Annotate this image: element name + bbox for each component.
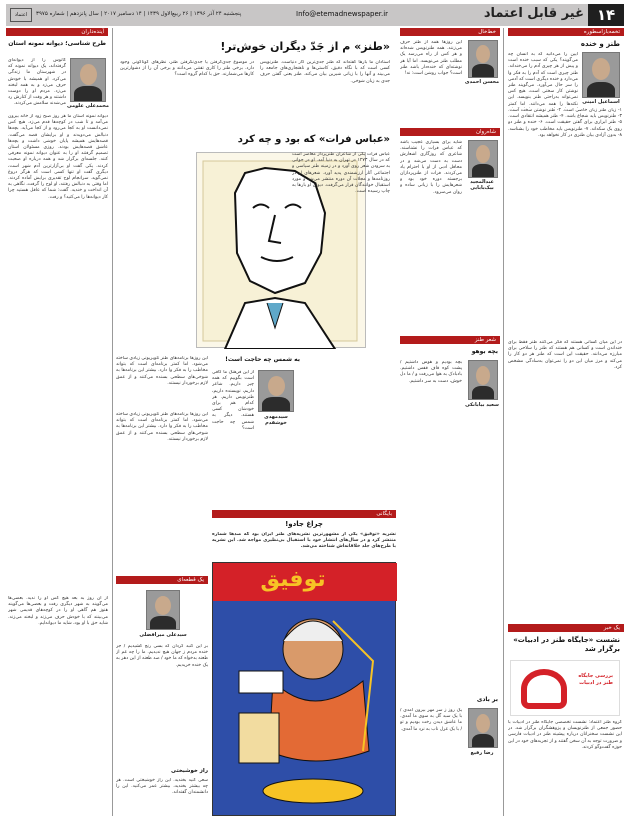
headline: «طنز» م از جَدّ دیگران خوش‌تر!	[220, 40, 390, 53]
event-logo	[510, 660, 620, 716]
author-name: سیدمهدی خوشقدم	[264, 414, 288, 426]
news-title: نشست «جایگاه طنز در ادبیات» برگزار شد	[513, 636, 620, 653]
author-name: سیدعلی میرافضلی	[139, 632, 187, 638]
archive-intro: نشریه «توفیق» یکی از مشهورترین نشریه‌های طنز ایران بود که صدها شماره منتشر کرد و در سال‌های انتشار خود با استقبال بی‌نظیری مواجه شد. این نشریه با طرح‌های جلد خلاقانه‌اش شناخته می‌شد.	[212, 532, 396, 550]
magazine-name: توفیق	[260, 567, 326, 592]
headline: «عباس فرات» كه بود و چه كرد	[237, 134, 390, 145]
column-title: به شمس چه حاجت است!	[225, 356, 300, 363]
author-photo-khoshghadam	[258, 370, 294, 412]
article-body: استادان ما بارها گفته‌اند که طنز جدی‌ترین کار دنیاست. طنزنویس کسی است که با نگاه دقیق، کاستی‌ها و ناهنجاری‌های جامعه را می‌بیند و آنها را با زبانی شیرین بیان می‌کند. طنز یعنی گفتن حرف جدی به زبان شوخی.	[260, 60, 390, 84]
article-body: دیوانه نمونه استان ما هر روز صبح زود از خانه بیرون می‌آمد و تا شب در کوچه‌ها قدم می‌زد. هیچ کس نمی‌دانست او به کجا می‌رود و از کجا می‌آید. بچه‌ها دنبالش می‌دویدند و او برایشان قصه می‌گفت. قصه‌هایش همیشه پایان خوشی داشت و بچه‌ها عاشق قصه‌هایش بودند. روزی مسئولان استان تصمیم گرفتند او را به عنوان دیوانه نمونه معرفی کنند. جلسه‌ای برگزار شد و همه درباره او صحبت کردند. یکی گفت او بی‌آزارترین آدم شهر است، دیگری گفت او تنها کسی است که هرگز دروغ نمی‌گوید. سرانجام لوح تقدیری برایش آماده کردند. اما وقتی به دنبالش رفتند، او لوح را گرفت، نگاهی به آن انداخت و خندید. گفت: شما که عاقل هستید چرا کار دیوانه‌ها را می‌کنید؟ و رفت.	[8, 114, 108, 200]
author-photo-rafie	[468, 708, 498, 748]
news-body: گروه طنز اعتماد: نشست تخصصی جایگاه طنز در ادبیات با حضور جمعی از طنزنویسان و پژوهشگران برگزار شد. در این نشست سخنرانان درباره پیشینه طنز در ادبیات فارسی و ضرورت توجه به آن سخن گفتند و از تجربه‌های خود در این حوزه گفت‌وگو کردند.	[508, 720, 622, 750]
poem-body: بر این گنبد گردان که بسی رنج کشیدیم / جز خنده مردم ز جهان هیچ ندیدیم. ما را چه غم از طعنه بدخواه که ما خود / صد طعنه از این دهر به یک خنده خریدیم.	[116, 644, 208, 668]
author-photo-amini	[582, 52, 620, 98]
section-title: غیر قابل اعتماد	[483, 6, 584, 21]
article-body: از این فرهنگ ما کافی است بگوییم که همه چیز داریم. شاعر داریم، نویسنده داریم، طنزنویس داریم. هر کدام هم برای خودشان کسی هستند. دیگر به شمس چه حاجت است؟	[212, 370, 254, 431]
article-body: این روزها برنامه‌های طنز تلویزیونی زیادی ساخته می‌شود. اما کمتر برنامه‌ای است که بتواند مخاطب را به فکر وا دارد. بیشتر این برنامه‌ها به شوخی‌های سطحی بسنده می‌کنند و از عمق لازم برخوردار نیستند.	[116, 412, 208, 442]
author-photo-ahmadi	[468, 40, 498, 78]
column-title: طرح شناسی؛ دیوانه نمونه استان	[8, 40, 106, 47]
column-tag-poem: شعر طنز	[400, 336, 500, 344]
article-body: این روزها برنامه‌های طنز تلویزیونی زیادی ساخته می‌شود. اما کمتر برنامه‌ای است که بتواند مخاطب را به فکر وا دارد. بیشتر این برنامه‌ها به شوخی‌های سطحی بسنده می‌کنند و از عمق لازم برخوردار نیستند.	[116, 356, 208, 386]
column-tag-shahrvand: شاه‌روان	[400, 128, 500, 136]
column-tag-news: یک خبر	[508, 624, 624, 632]
author-photo-biabanaki	[468, 360, 498, 400]
page-number: ۱۴	[588, 4, 624, 26]
article-body: از آن روز به بعد هیچ کس او را ندید. بعضی‌ها می‌گویند به شهر دیگری رفت و بعضی‌ها می‌گویند هنوز هم گاهی او را در کوچه‌های قدیمی شهر می‌بینند که با خودش حرف می‌زند و لبخند می‌زند. شاید حق با او بود، شاید ما دیوانه‌ایم.	[8, 596, 108, 626]
poem-title: بچه بوهو	[471, 348, 498, 355]
author-name: اسماعیل امینی	[582, 99, 620, 105]
article-body: آیین را می‌دانید که به انسان چه می‌گویند؟ یکی که سبب خنده است و پیش از هر چیزی آدم را می‌خنداند. طنز چیزی است که آدم را به فکر وا می‌دارد و خنده دیگری است که آدمی را سر حال می‌آورد. می‌گویند طنز نوشتن کار سختی است، هیچ کس نمی‌تواند به‌راحتی طنز بنویسد. این نکته‌ها را همه می‌دانند. اما کمتر	[508, 52, 578, 107]
column-tag-right: تخمه‌بازاسطوره	[508, 28, 624, 36]
dateline: پنجشنبه ۲۴ آذر ۱۳۹۶ | ۲۶ ربیع‌الاول ۱۴۳۹ | ۱۴ دسامبر ۲۰۱۷ | سال پانزدهم | شماره ۳۹۷۵	[36, 11, 242, 17]
author-name: محمدعلی علومی	[67, 103, 109, 109]
article-body: کاتوس را از دیوانه‌ای گرفته‌اند، یک دیوانه نمونه که در شهرستان ما زندگی می‌کرد. او همیشه با خودش حرف می‌زد و به همه لبخند می‌زد. مردم او را دوست داشتند و هر وقت از کنارش رد می‌شدند سلامش می‌کردند.	[8, 58, 66, 107]
poem-body: یک روز ز سر مهر بیرون آمدی / با یک سبد گل به سوی ما آمدی. ما عاشق دیدن رخت بودیم و تو / با یک غزل ناب به نزد ما آمدی.	[400, 708, 462, 732]
event-logo-mark	[521, 669, 567, 709]
article-body: در این میان کسانی هستند که فکر می‌کنند طنز فقط برای خنداندن است و کسانی هم هستند که طنز را سلاحی برای مبارزه می‌دانند. حقیقت این است که طنز هر دو کار را می‌کند و مرز میان این دو را نمی‌توان به‌سادگی مشخص کرد.	[508, 340, 622, 370]
article-body: شاید برای بسیاری عجیب باشد که عباس فرات را نشناسند. شاعری که روزگاری اشعارش دست به دست می‌شد و در محافل ادبی از او با احترام یاد می‌کردند. فرات از طنزپردازان برجسته دوره خود بود و شعرهایش را با زبانی ساده و روان می‌سرود.	[400, 140, 462, 195]
column-tag-khatkhal: خط‌خال	[400, 28, 500, 36]
author-photo-oloumi	[70, 58, 106, 102]
column-tag-archive: بایگانی	[212, 510, 396, 518]
page-header	[6, 4, 624, 26]
poem-title: بر بادی	[476, 696, 498, 703]
author-name: عبدالمجید بیک‌بابایی	[470, 179, 494, 191]
author-name: محسن احمدی	[464, 79, 500, 85]
magazine-cover	[212, 562, 396, 816]
archive-title: چراغ جادو!	[285, 520, 323, 528]
column-title: طنز و خنده	[580, 40, 620, 48]
column-divider	[112, 28, 113, 816]
event-logo-caption: بررسی جایگاه طنز در ادبیات	[578, 673, 613, 686]
column-divider	[503, 28, 504, 816]
author-photo-mirafzali	[146, 590, 180, 630]
article-body: عباس فرات یکی از شاعران طنزپرداز معاصر است که در سال ۱۲۷۳ در تهران به دنیا آمد. او در جوانی به سرودن شعر روی آورد و در زمینه طنز سیاسی و اجتماعی آثار ارزشمندی پدید آورد. شعرهای او در روزنامه‌ها و مجلات آن دوره منتشر می‌شد و مورد استقبال خوانندگان قرار می‌گرفت. دیوان او بارها به چاپ رسیده است.	[292, 152, 390, 195]
column-tag-left: آینده‌داران	[6, 28, 108, 36]
poem-body: بچه بودیم و هوس داشتیم / پشت کوه قاف قفس داشتیم. بادبادک به هوا می‌رفت و / ما دل خوش، دست به سر داشتیم.	[400, 360, 462, 384]
article-body: سعی کنید بخندید. این راز خوشبختی است. هر چه بیشتر بخندید، بیشتر عمر می‌کنید. این را دانشمندان گفته‌اند.	[116, 778, 208, 796]
author-photo-bikbabaei	[468, 140, 498, 178]
column-title: راز خوشبختی	[171, 768, 208, 774]
article-body: این روزها همه از طنز حرف می‌زنند. همه طنزنویس شده‌اند و هر کس از راه می‌رسد یک مطلب طنز می‌نویسد. اما آیا هر نوشته‌ای که خنده‌دار باشد طنز است؟ جواب روشن است: نه!	[400, 40, 462, 77]
column-tag-ghete: یک قطعه‌ای	[116, 576, 208, 584]
cover-illustration	[213, 601, 397, 817]
author-name: سعید بیابانکی	[465, 402, 499, 408]
article-body: در موضوع جدی‌گرفتن یا جدی‌نگرفتن طنز، نظرهای گوناگونی وجود دارد. برخی طنز را کاری تفننی می‌دانند و برخی آن را از دشوارترین کارها می‌شمارند. حق با کدام گروه است؟	[120, 60, 254, 78]
article-body: ۱- زبان طنز زبان خاصی است. ۲- طنز نوشتن سخت است. ۳- طنزنویس باید شجاع باشد. ۴- طنز همیشه انتقادی است. ۵- طنز ابزاری برای گفتن حقیقت است. ۶- خنده و طنز دو روی یک سکه‌اند. ۷- طنزنویس باید مخاطب خود را بشناسد. ۸- بدون آزادی بیان طنزی در کار نخواهد بود.	[508, 108, 622, 138]
newspaper-logo: اعتماد	[10, 8, 32, 22]
email-link[interactable]: Info@etemadnewspaper.ir	[296, 10, 389, 18]
author-name: رضا رفیع	[470, 750, 494, 756]
